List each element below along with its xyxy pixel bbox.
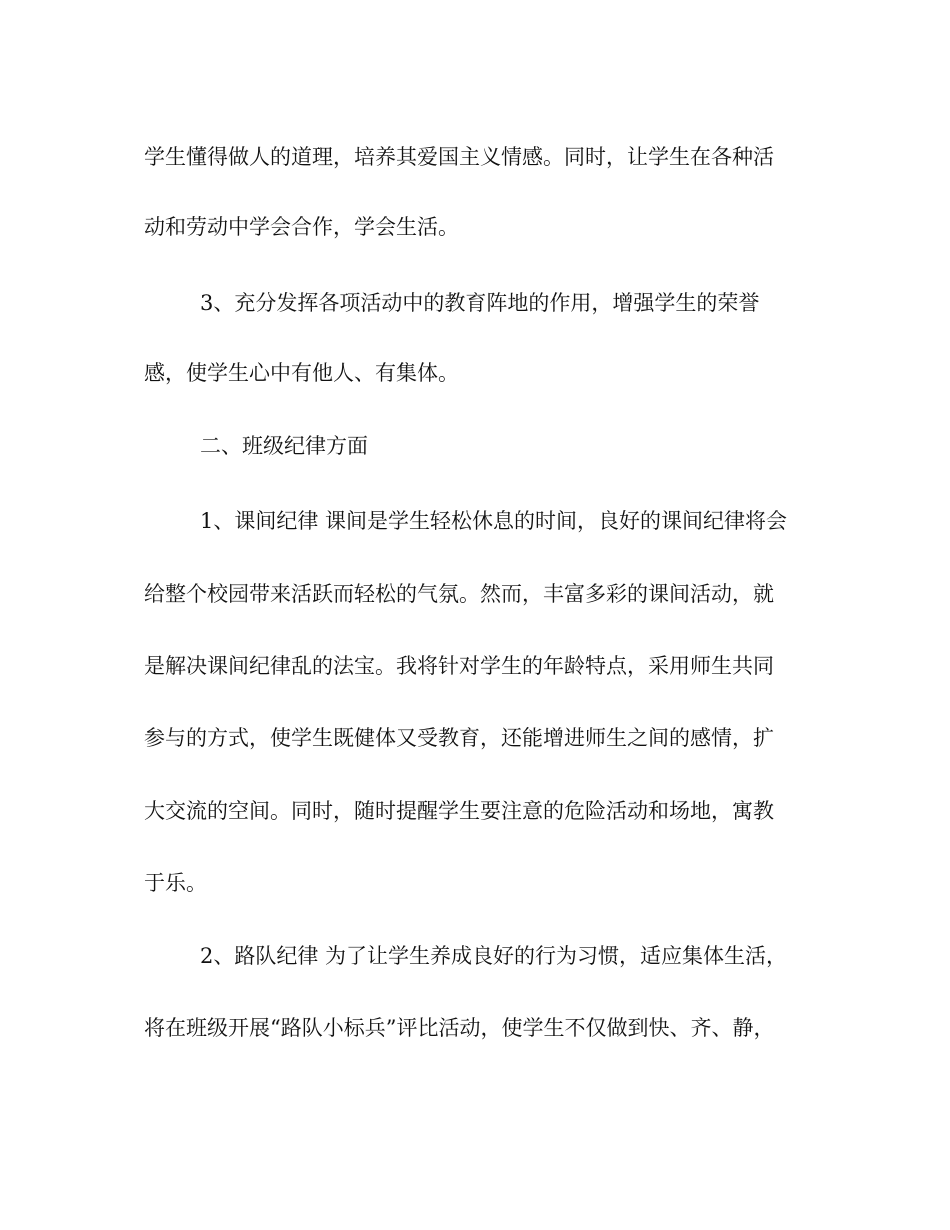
paragraph-line: 3、充分发挥各项活动中的教育阵地的作用，增强学生的荣誉 [200,291,760,315]
paragraph-line: 2、路队纪律 为了让学生养成良好的行为习惯，适应集体生活， [200,944,788,968]
paragraph-line: 是解决课间纪律乱的法宝。我将针对学生的年龄特点，采用师生共同 [144,654,774,678]
paragraph-line: 学生懂得做人的道理，培养其爱国主义情感。同时，让学生在各种活 [144,145,774,169]
paragraph-line: 将在班级开展“路队小标兵”评比活动，使学生不仅做到快、齐、静， [144,1016,775,1040]
paragraph-line: 给整个校园带来活跃而轻松的气氛。然而，丰富多彩的课间活动，就 [144,582,774,606]
paragraph-line: 大交流的空间。同时，随时提醒学生要注意的危险活动和场地，寓教 [144,799,774,823]
paragraph-line: 于乐。 [144,871,207,895]
paragraph-line: 感，使学生心中有他人、有集体。 [144,361,459,385]
section-heading: 二、班级纪律方面 [200,434,368,458]
paragraph-line: 动和劳动中学会合作，学会生活。 [144,215,459,239]
paragraph-line: 参与的方式，使学生既健体又受教育，还能增进师生之间的感情，扩 [144,726,774,750]
paragraph-line: 1、课间纪律 课间是学生轻松休息的时间，良好的课间纪律将会 [200,509,788,533]
